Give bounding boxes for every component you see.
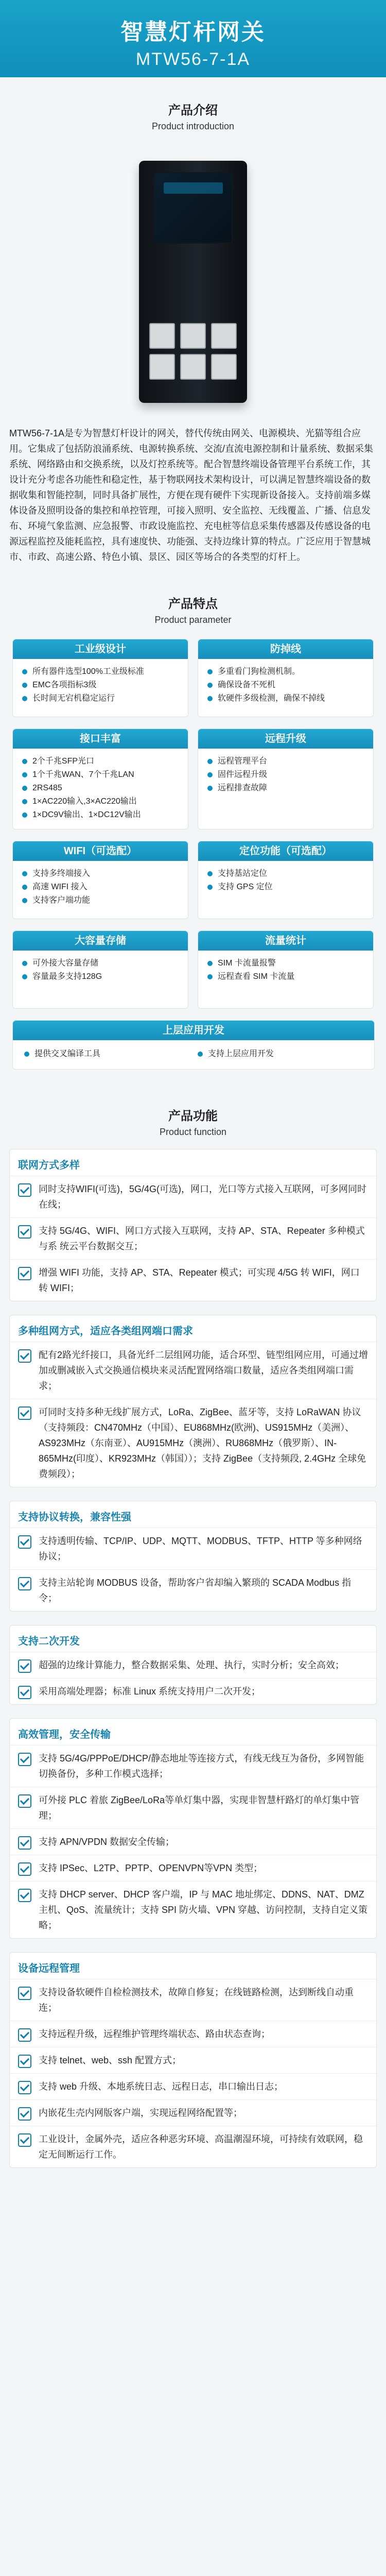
- feature-bullet: 2个千兆SFP光口: [22, 755, 180, 768]
- device-logo-area: [164, 182, 223, 194]
- check-icon: [18, 1267, 31, 1280]
- function-item: 采用高端处理器；标准 Linux 系统支持用户二次开发；: [10, 1678, 376, 1704]
- feature-bullet: 多重看门狗检测机制。: [207, 665, 365, 679]
- upper-app-dev-title: 上层应用开发: [13, 1021, 374, 1040]
- feature-card-title: 工业级设计: [13, 639, 188, 659]
- bullet-icon: [22, 898, 27, 903]
- function-item: 支持 DHCP server、DHCP 客户端，IP 与 MAC 地址绑定、DDNS、NAT、DMZ 主机、QoS、流量统计；支持 SPI 防火墙、VPN 穿越、访问控制，支持自定义策略；: [10, 1881, 376, 1938]
- check-icon: [18, 2028, 31, 2042]
- function-item: 支持 5G/4G、WIFI、网口方式接入互联网，支持 AP、STA、Repeater 多种模式与系 统云平台数据交互；: [10, 1217, 376, 1259]
- function-item: 支持设备软硬件自检检测技术，故障自修复；在线链路检测，达到断线自动重连；: [10, 1979, 376, 2021]
- function-item: 内嵌花生壳内网版客户端，实现远程网络配置等；: [10, 2099, 376, 2126]
- feature-bullet: 远程排查故障: [207, 782, 365, 795]
- bullet-icon: [207, 696, 213, 701]
- feature-bullet: 支持多终端接入: [22, 867, 180, 880]
- feature-bullet: 提供交叉编译工具: [24, 1047, 189, 1061]
- function-item: 支持 APN/VPDN 数据安全传输；: [10, 1828, 376, 1855]
- bullet-icon: [22, 772, 27, 777]
- bullet-icon: [207, 759, 213, 764]
- function-item: 支持 web 升级、本地系统日志、远程日志，串口输出日志；: [10, 2073, 376, 2099]
- feature-bullet: 支持客户端功能: [22, 894, 180, 907]
- feature-bullet: 支持基站定位: [207, 867, 365, 880]
- function-block-title: 支持协议转换，兼容性强: [18, 1512, 131, 1523]
- bullet-icon: [207, 786, 213, 791]
- function-item: 超强的边缘计算能力，整合数据采集、处理、执行，实时分析；安全高效；: [10, 1652, 376, 1678]
- gateway-device-illustration: [139, 161, 247, 403]
- function-block-title: 设备远程管理: [18, 1963, 80, 1974]
- intro-paragraph: MTW56-7-1A是专为智慧灯杆设计的网关，替代传统由网关、电源模块、光猫等组合应用。它集成了包括防浪涌系统、电源转换系统、交流/直流电源控制和计量系统、数据采集系统、网络路由和交换系统，以及灯控系统等。配合智慧终端设备管理平台系统工作，其设计充分考虑各功能性和稳定性，基于物联网技术架构设计，可以满足智慧终端设备的数据收集和智能控制，同时具备扩展性，方便在现有硬件下实现新设备接入。支持前端多媒体设备及照明设备的集控和单控管理，可接入照明、安全监控、无线覆盖、广播、信息发布、环境气象监测、应急报警、市政设施监控、充电桩等信息采集传感器及传感设备的电源远程监控及能耗监控，具有速度快、功能强、支持边缘计算的特点。广泛应用于智慧城市、市政、高速公路、特色小镇、景区、园区等场合的各类型的灯杆上。: [9, 428, 373, 562]
- bullet-icon: [207, 871, 213, 876]
- function-block-title: 联网方式多样: [18, 1160, 80, 1171]
- bullet-icon: [207, 772, 213, 777]
- feature-card: [12, 841, 188, 919]
- feature-bullet: 所有器件选型100%工业级标准: [22, 665, 180, 679]
- feature-bullet: 长时间无宕机稳定运行: [22, 692, 180, 705]
- bullet-icon: [207, 974, 213, 979]
- function-block: [9, 1718, 377, 1939]
- function-block: [9, 1149, 377, 1301]
- feature-cards-grid: [12, 639, 374, 1009]
- check-icon: [18, 2081, 31, 2094]
- function-item: 工业设计，金属外壳，适应各种恶劣环境、高温潮湿环境，可持续有效联网，稳定无间断运行工作。: [10, 2126, 376, 2167]
- function-block-title: 高效管理，安全传输: [18, 1729, 111, 1740]
- feature-card: [12, 728, 188, 829]
- page-banner: [0, 0, 386, 77]
- feature-bullet: 1个千兆WAN、7个千兆LAN: [22, 768, 180, 782]
- bullet-icon: [207, 961, 213, 966]
- check-icon: [18, 1406, 31, 1420]
- feature-bullet: 确保设备不死机: [207, 679, 365, 692]
- feature-bullet: 高速 WIFI 接入: [22, 880, 180, 894]
- bullet-icon: [22, 885, 27, 890]
- check-icon: [18, 2055, 31, 2068]
- bullet-icon: [22, 799, 27, 804]
- features-section-heading: [0, 594, 386, 625]
- function-item: 支持主站轮询 MODBUS 设备，帮助客户省却编入繁琐的 SCADA Modbus 指令；: [10, 1569, 376, 1611]
- product-image: [59, 145, 327, 413]
- feature-bullet: SIM 卡流量报警: [207, 957, 365, 970]
- feature-card: [198, 639, 374, 717]
- function-block: [9, 1315, 377, 1487]
- feature-card-title: 定位功能（可选配）: [198, 841, 373, 861]
- function-item: 支持 IPSec、L2TP、PPTP、OPENVPN等VPN 类型；: [10, 1855, 376, 1881]
- intro-title-zh: 产品介绍: [168, 104, 218, 117]
- check-icon: [18, 1183, 31, 1197]
- feature-card-title: 远程升级: [198, 729, 373, 749]
- functions-title-zh: 产品功能: [168, 1109, 218, 1123]
- check-icon: [18, 1349, 31, 1363]
- port-icon: [149, 323, 175, 349]
- check-icon: [18, 1889, 31, 1902]
- function-block: [9, 1952, 377, 2168]
- feature-bullet: 远程管理平台: [207, 755, 365, 768]
- intro-title-en: Product introduction: [151, 121, 235, 131]
- check-icon: [18, 1659, 31, 1673]
- functions-section-heading: [0, 1106, 386, 1138]
- features-title-en: Product parameter: [154, 615, 232, 625]
- feature-bullet: 软硬件多级检测，确保不掉线: [207, 692, 365, 705]
- model-number: MTW56-7-1A: [135, 49, 251, 69]
- bullet-icon: [22, 759, 27, 764]
- function-item: 增强 WIFI 功能，支持 AP、STA、Repeater 模式；可实现 4/5G 转 WIFI，网口转 WIFI；: [10, 1259, 376, 1301]
- device-front-panel: [153, 172, 233, 244]
- function-item: 支持 5G/4G/PPPoE/DHCP/静态地址等连接方式，有线无线互为备份，多网智能切换备份，多种工作模式选择；: [10, 1745, 376, 1787]
- feature-bullet: 固件远程升级: [207, 768, 365, 782]
- feature-bullet: 1×AC220输入,3×AC220输出: [22, 795, 180, 808]
- upper-app-dev-card: [12, 1020, 375, 1070]
- feature-card-title: WIFI（可选配）: [13, 841, 188, 861]
- feature-bullet: 支持上层应用开发: [198, 1047, 363, 1061]
- bullet-icon: [22, 683, 27, 688]
- check-icon: [18, 1225, 31, 1239]
- port-icon: [180, 354, 206, 380]
- bullet-icon: [22, 961, 27, 966]
- bullet-icon: [207, 683, 213, 688]
- function-block-title: 多种组网方式，适应各类组网端口需求: [18, 1326, 193, 1337]
- check-icon: [18, 2107, 31, 2121]
- bullet-icon: [22, 786, 27, 791]
- feature-bullet: 1×DC9V输出、1×DC12V输出: [22, 808, 180, 822]
- function-block: [9, 1501, 377, 1612]
- check-icon: [18, 1535, 31, 1549]
- feature-card: [198, 728, 374, 829]
- bullet-icon: [198, 1052, 203, 1057]
- check-icon: [18, 2133, 31, 2147]
- feature-bullet: EMC各项指标3级: [22, 679, 180, 692]
- function-block-title: 支持二次开发: [18, 1636, 80, 1647]
- bullet-icon: [22, 812, 27, 818]
- port-icon: [211, 323, 237, 349]
- port-icon: [180, 323, 206, 349]
- check-icon: [18, 1794, 31, 1808]
- function-item: 同时支持WIFI(可选)，5G/4G(可选)，网口，光口等方式接入互联网，可多网同时 在线；: [10, 1176, 376, 1217]
- bullet-icon: [22, 696, 27, 701]
- check-icon: [18, 1753, 31, 1766]
- ethernet-ports: [149, 323, 237, 380]
- functions-list: [9, 1149, 377, 2168]
- bullet-icon: [22, 974, 27, 979]
- feature-card-title: 流量统计: [198, 931, 373, 951]
- feature-card-title: 大容量存储: [13, 931, 188, 951]
- function-item: 支持透明传输、TCP/IP、UDP、MQTT、MODBUS、TFTP、HTTP 等多种网络协议；: [10, 1528, 376, 1569]
- port-icon: [211, 354, 237, 380]
- bullet-icon: [207, 669, 213, 674]
- function-block: [9, 1625, 377, 1705]
- feature-card-title: 防掉线: [198, 639, 373, 659]
- check-icon: [18, 1577, 31, 1590]
- intro-section-heading: [0, 100, 386, 132]
- features-title-zh: 产品特点: [168, 597, 218, 611]
- check-icon: [18, 1686, 31, 1699]
- page-title: 智慧灯杆网关: [120, 20, 266, 45]
- bullet-icon: [22, 669, 27, 674]
- feature-bullet: 可外接大容量存储: [22, 957, 180, 970]
- feature-bullet: 容量最多支持128G: [22, 970, 180, 984]
- check-icon: [18, 1987, 31, 2000]
- check-icon: [18, 1836, 31, 1850]
- bullet-icon: [24, 1052, 29, 1057]
- function-item: 支持 telnet、web、ssh 配置方式；: [10, 2047, 376, 2073]
- function-item: 可外接 PLC 着旅 ZigBee/LoRa等单灯集中器，实现非智慧杆路灯的单灯集中管理；: [10, 1787, 376, 1828]
- feature-card: [198, 930, 374, 1009]
- check-icon: [18, 1862, 31, 1876]
- feature-card: [198, 841, 374, 919]
- feature-card: [12, 930, 188, 1009]
- feature-bullet: 2RS485: [22, 782, 180, 795]
- bullet-icon: [22, 871, 27, 876]
- port-icon: [149, 354, 175, 380]
- function-item: 配有2路光纤接口，具备光纤二层组网功能，适合环型、链型组网应用，可通过增 加或删减嵌入式交换通信模块来灵活配置网络端口数量，适应各类组网端口需求；: [10, 1342, 376, 1399]
- feature-bullet: 远程查看 SIM 卡流量: [207, 970, 365, 984]
- function-item: 可同时支持多种无线扩展方式，LoRa、ZigBee、蓝牙等，支持 LoRaWAN 协议（支持频段：CN470MHz（中国）、EU868MHz(欧洲)、US915MHz（美洲）、AS923MHz（东南亚）、AU915MHz（澳洲）、RU868MHz（俄罗斯）、IN-865MHz(印度）、KR923MHz（韩国））；支持 ZigBee（支持频段, 2.4GHz 全球免费频段）；: [10, 1399, 376, 1487]
- feature-card: [12, 639, 188, 717]
- feature-bullet: 支持 GPS 定位: [207, 880, 365, 894]
- feature-card-title: 接口丰富: [13, 729, 188, 749]
- bullet-icon: [207, 885, 213, 890]
- function-item: 支持远程升级，远程维护管理终端状态、路由状态查询；: [10, 2021, 376, 2047]
- functions-title-en: Product function: [159, 1127, 227, 1137]
